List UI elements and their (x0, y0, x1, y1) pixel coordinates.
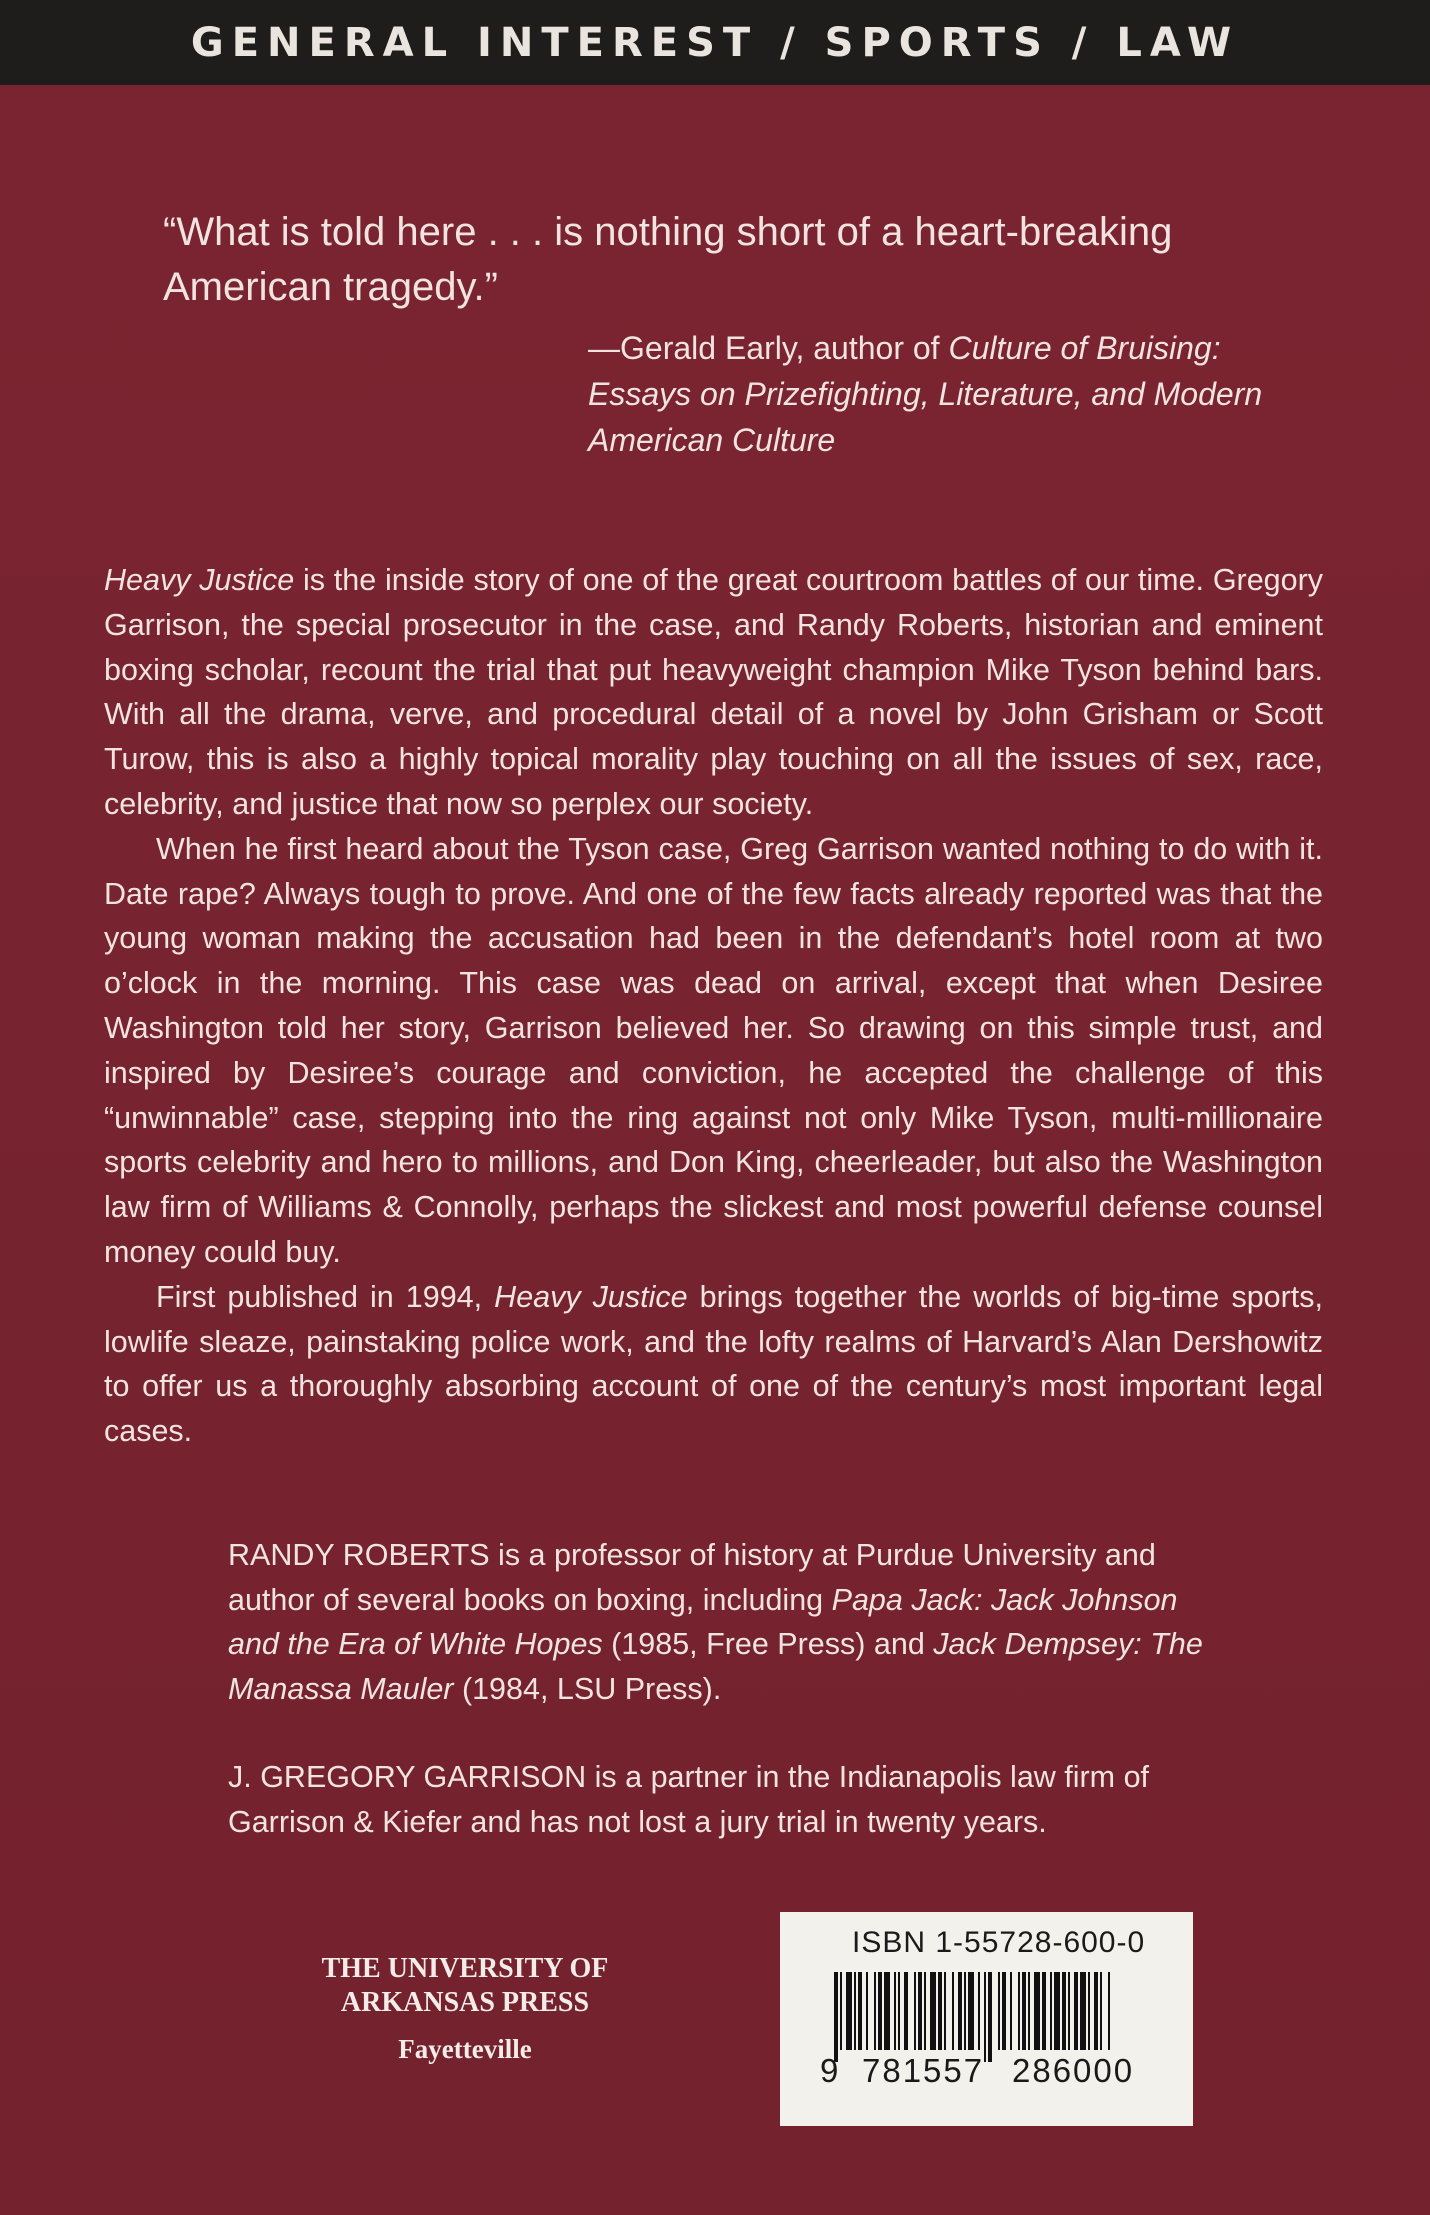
barcode-stripe (1074, 1972, 1078, 2050)
barcode-stripe (840, 1972, 842, 2050)
barcode-stripe (1002, 1972, 1006, 2050)
barcode-stripe (938, 1972, 942, 2050)
barcode-stripe (1088, 1972, 1090, 2050)
barcode-stripe (924, 1972, 926, 2050)
bio-roberts-text: (1985, Free Press) and (602, 1627, 934, 1661)
blurb-quote: “What is told here . . . is nothing short of a heart-breaking American tragedy.” (163, 210, 1173, 309)
description-paragraph-3 (104, 1275, 1323, 1454)
barcode-stripe (1108, 1972, 1110, 2050)
bio-roberts-text: RANDY ROBERTS is a professor of history at Purdue University and author of several books on boxing, including (228, 1538, 1156, 1617)
description-paragraph-1 (104, 558, 1323, 827)
barcode-digits-right: 286000 (1012, 2052, 1135, 2089)
isbn-number: ISBN 1-55728-600-0 (852, 1926, 1146, 1959)
blurb-attribution (588, 325, 1308, 463)
bio-book-title: Jack Dempsey: The Manassa Mauler (228, 1627, 1203, 1706)
barcode-stripe (952, 1972, 954, 2050)
barcode-digits-left: 781557 (862, 2052, 985, 2089)
publisher-line-2: ARKANSAS PRESS (340, 1987, 590, 2018)
bio-roberts (228, 1533, 1228, 1711)
barcode-stripe (918, 1972, 922, 2050)
barcode-stripe (834, 1972, 838, 2062)
barcode-stripe (958, 1972, 962, 2050)
book-title-ref: Heavy Justice (104, 563, 295, 597)
barcode-stripe (914, 1972, 916, 2050)
barcode-stripe (1018, 1972, 1020, 2050)
barcode-digit-first: 9 (820, 2052, 841, 2089)
publisher-city: Fayetteville (398, 2034, 532, 2064)
category-label: GENERAL INTEREST / SPORTS / LAW (190, 19, 1240, 66)
barcode-stripe (846, 1972, 852, 2050)
barcode-stripe (964, 1972, 966, 2050)
barcode-stripe (1080, 1972, 1086, 2050)
barcode-stripe (894, 1972, 896, 2050)
barcode-stripe (1062, 1972, 1066, 2050)
publisher-line-1: THE UNIVERSITY OF (321, 1953, 609, 1984)
barcode-stripe (898, 1972, 900, 2050)
barcode-stripe (988, 1972, 992, 2062)
barcode-stripe (978, 1972, 980, 2050)
bio-book-title: Papa Jack: Jack Johnson and the Era of White Hopes (228, 1582, 1178, 1661)
barcode-stripe (884, 1972, 890, 2050)
category-banner (0, 0, 1430, 85)
barcode-stripe (1034, 1972, 1040, 2050)
description-p3-before: First published in 1994, (156, 1279, 495, 1314)
barcode-stripe (930, 1972, 936, 2050)
barcode-stripe (858, 1972, 862, 2050)
bio-garrison: J. GREGORY GARRISON is a partner in the Indianapolis law firm of Garrison & Kiefer and has not lost a jury trial in twenty years. (228, 1760, 1150, 1839)
description-p3-after: brings together the worlds of big-time sports, lowlife sleaze, painstaking police work, and the lofty realms of Harvard’s Alan Dershowitz to offer us a thoroughly absorbing account of one of the century’s most important legal cases. (104, 1279, 1323, 1449)
barcode-stripe (874, 1972, 876, 2050)
description-p1-text: is the inside story of one of the great courtroom battles of our time. Gregory Garrison, the special prosecutor in the case, and Randy Roberts, historian and eminent boxing scholar, recount the trial that put heavyweight champion Mike Tyson behind bars. With all the drama, verve, and procedural detail of a novel by John Grisham or Scott Turow, this is also a highly topical morality play touching on all the issues of sex, race, celebrity, and justice that now so perplex our society. (104, 563, 1323, 821)
attribution-prefix: —Gerald Early, author of (588, 330, 949, 366)
barcode-stripe (1100, 1972, 1102, 2050)
barcode-stripe (878, 1972, 882, 2050)
barcode-stripe (998, 1972, 1000, 2050)
barcode-stripe (944, 1972, 946, 2050)
description-paragraph-2: When he first heard about the Tyson case, Greg Garrison wanted nothing to do with it. Date rape? Always tough to prove. And one of the few facts already reported was that the young woman making the accusation had been in the defendant’s hotel room at two o’clock in the morning. This case was dead on arrival, except that when Desiree Washington told her story, Garrison believed her. So drawing on this simple trust, and inspired by Desiree’s courage and conviction, he accepted the challenge of this “unwinnable” case, stepping into the ring against not only Mike Tyson, multi-millionaire sports celebrity and hero to millions, and Don King, cheerleader, but also the Washington law firm of Williams & Connolly, perhaps the slickest and most powerful defense counsel money could buy. (104, 831, 1323, 1269)
barcode-stripe (1010, 1972, 1012, 2050)
barcode-bars (834, 1972, 1144, 2062)
barcode-stripe (904, 1972, 908, 2050)
barcode-stripe (1022, 1972, 1026, 2050)
barcode-stripe (854, 1972, 856, 2050)
publisher-imprint (300, 1952, 630, 2066)
isbn-barcode (780, 1912, 1193, 2126)
barcode-stripe (1068, 1972, 1070, 2050)
barcode-stripe (1042, 1972, 1046, 2050)
bio-roberts-text: (1984, LSU Press). (453, 1671, 722, 1706)
book-description (104, 558, 1323, 1454)
barcode-stripe (1028, 1972, 1030, 2050)
book-title-ref: Heavy Justice (494, 1279, 688, 1314)
barcode-stripe (1094, 1972, 1098, 2050)
barcode-stripe (866, 1972, 868, 2050)
barcode-stripe (968, 1972, 974, 2050)
barcode-stripe (1050, 1972, 1052, 2050)
barcode-stripe (1054, 1972, 1060, 2050)
author-bios (228, 1533, 1228, 1888)
attribution-work: Culture of Bruising: Essays on Prizefighting, Literature, and Modern American Culture (588, 330, 1263, 458)
barcode-stripe (984, 1972, 986, 2062)
